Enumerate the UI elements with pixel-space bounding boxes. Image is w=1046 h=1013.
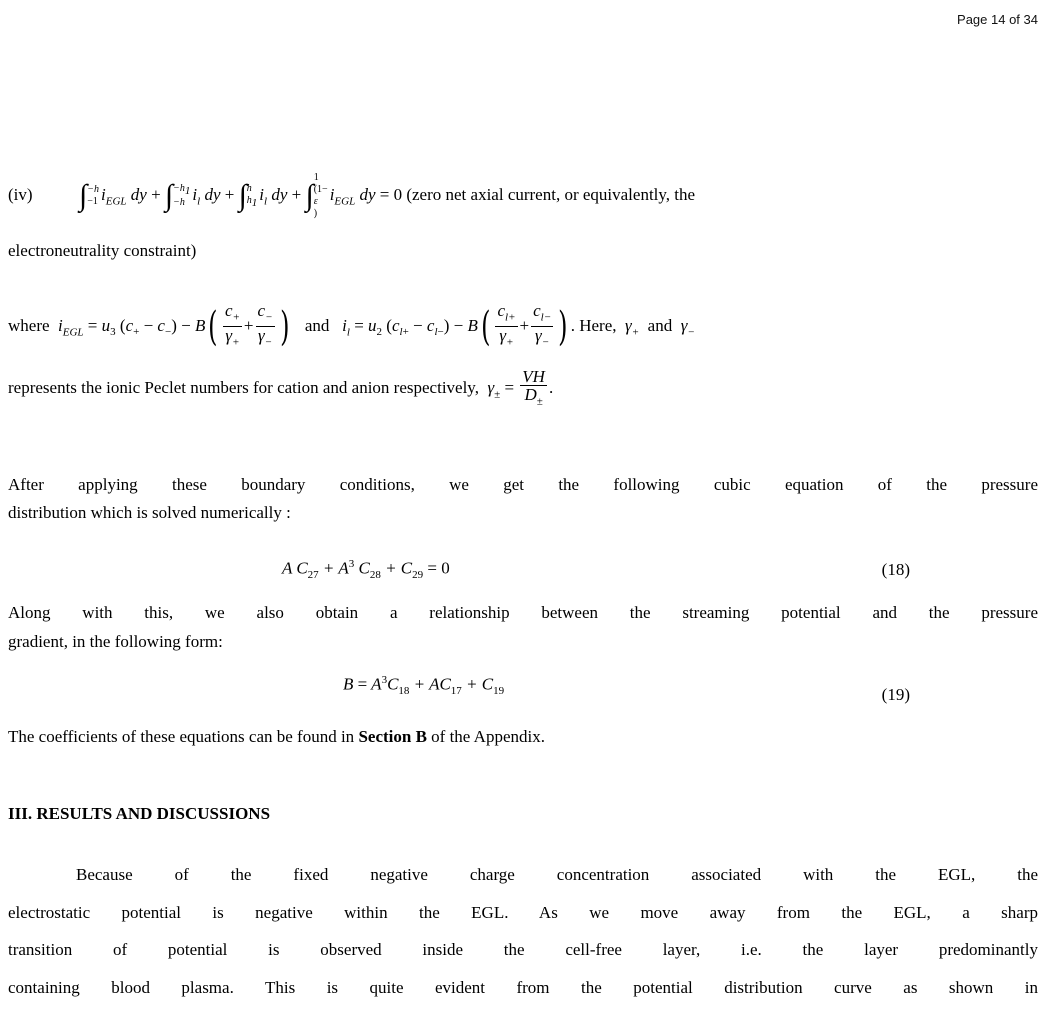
- paragraph-line: electrostatic potential is negative within the EGL. As we move away from the EGL, a sharp: [8, 903, 1038, 922]
- represents-text: represents the ionic Peclet numbers for cation and anion respectively,: [8, 378, 479, 398]
- here-text: . Here,: [570, 315, 617, 335]
- paragraph-line: Because of the fixed negative charge concentration associated with the EGL, the: [76, 865, 1038, 884]
- paragraph-line: transition of potential is observed inside the cell-free layer, i.e. the layer predominantly: [8, 940, 1038, 959]
- coeff-text: The coefficients of these equations can be found in: [8, 727, 355, 746]
- current-definitions: where $i_{EGL} = u_3$ $(c_+ - c_-) - B$( $\frac{c_+}{\gamma_+}$ + $\frac{c_-}{\gamma_-}$ ) and $i_l = u_2$ $(c_{l+} - c_{l-}) - B$( $\frac{c_{l+}}{\gamma_+}$ + $\frac{c_{l-}}{\gamma_-}$ ) . Here, $\gamma_+$ and $\gamma_-$: [8, 301, 695, 350]
- equation-19-number: (19): [881, 685, 910, 704]
- page-number: Page 14 of 34: [957, 12, 1038, 27]
- equation-18: A $C_{27} + A^3$ $C_{28} + C_{29} = 0$: [282, 558, 450, 582]
- paragraph-line: Along with this, we also obtain a relationship between the streaming potential and the pressure: [8, 603, 1038, 622]
- paragraph-line: gradient, in the following form:: [8, 632, 223, 651]
- equation-19: $B = A^3C_{18} + AC_{17} + C_{19}$: [343, 674, 505, 698]
- coefficients-sentence: [8, 726, 1038, 748]
- condition-iv-equation: (iv) ∫ −h −1 $i_{EGL}$ dy + ∫ $-h_1$ −h $i_l$ dy + ∫ h $h_1$ $i_l$ dy + ∫ 1 (1− ε ) $i_{EGL}$ dy = 0 (zero net axial current, or equivalently, the: [8, 172, 696, 219]
- paragraph-line: containing blood plasma. This is quite evident from the potential distribution curve as shown in: [8, 978, 1038, 997]
- section-ref: Section B: [358, 727, 427, 746]
- condition-label: (iv): [8, 184, 33, 204]
- condition-note: (zero net axial current, or equivalently, the: [406, 184, 696, 204]
- equation-18-number: (18): [881, 560, 910, 579]
- peclet-definition: represents the ionic Peclet numbers for cation and anion respectively, $\gamma_\pm$ = $\frac{VH}{D_\pm}$ .: [8, 367, 554, 408]
- condition-continuation: electroneutrality constraint): [8, 241, 197, 260]
- coeff-text-end: of the Appendix.: [431, 727, 545, 746]
- paragraph-line: distribution which is solved numerically :: [8, 503, 291, 522]
- and-word: and: [304, 315, 330, 335]
- paragraph-line: After applying these boundary conditions, we get the following cubic equation of the pressure: [8, 475, 1038, 494]
- section-heading: III. RESULTS AND DISCUSSIONS: [8, 804, 271, 823]
- where-word: where: [8, 315, 50, 335]
